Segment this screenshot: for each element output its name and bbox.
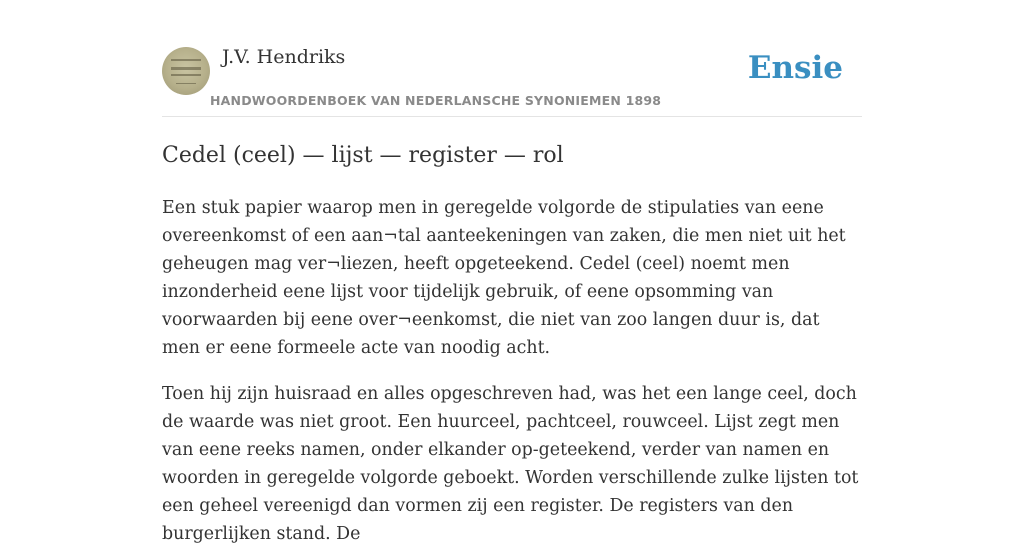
avatar-detail (171, 59, 201, 61)
avatar-detail (176, 83, 196, 84)
avatar-detail (171, 74, 201, 76)
article-paragraph: Een stuk papier waarop men in geregelde volgorde de stipulaties van eene overeenkomst of een aan¬tal aanteekeningen van zaken, die men niet uit het geheugen mag ver¬liezen, heeft opgeteekend. Cedel (ceel) noemt men inzonderheid eene lijst voor tijdelijk gebruik, of eene opsomming van voorwaarden bij eene over¬eenkomst, die niet van zoo langen duur is, dat men er eene formeele acte van noodig acht. (162, 198, 846, 358)
source-link[interactable]: HANDWOORDENBOEK VAN NEDERLANSCHE SYNONIEMEN 1898 (210, 93, 662, 108)
author-link[interactable]: J.V. Hendriks (222, 46, 346, 68)
brand-logo[interactable]: Ensie (747, 50, 843, 86)
article-paragraph: Toen hij zijn huisraad en alles opgeschreven had, was het een lange ceel, doch de waarde was niet groot. Een huurceel, pachtceel, rouwceel. Lijst zegt men van eene reeks namen, onder elkander op-geteekend, verder van namen en woorden in geregelde volgorde geboekt. Worden verschillende zulke lijsten tot een geheel vereenigd dan vormen zij een register. De registers van den burgerlijken stand. De (162, 384, 859, 544)
header (162, 0, 862, 117)
book-cover-avatar[interactable] (162, 47, 210, 95)
avatar-detail (171, 67, 201, 70)
article-title: Cedel (ceel) — lijst — register — rol (162, 143, 564, 168)
content-container (162, 0, 862, 548)
